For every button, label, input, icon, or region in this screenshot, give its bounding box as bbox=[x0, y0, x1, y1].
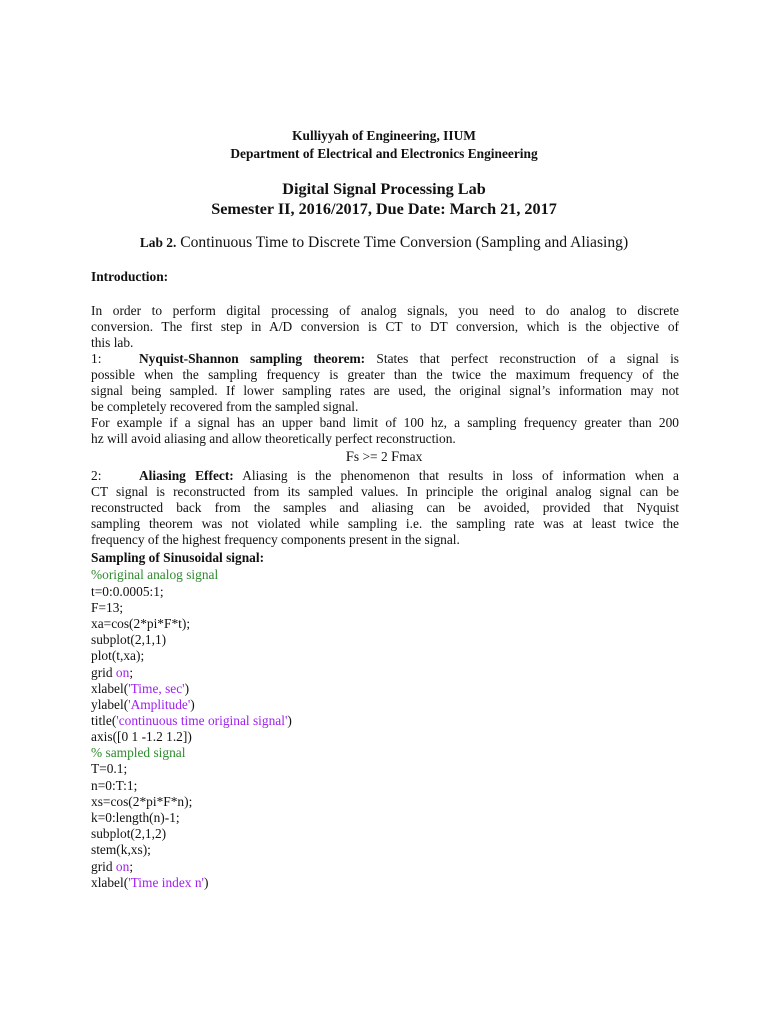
code-line: subplot(2,1,2) bbox=[91, 826, 167, 841]
aliasing-line: sampling theorem was not violated while sampling i.e. the sampling rate was at least twice the bbox=[91, 516, 679, 531]
nyquist-text: States that perfect reconstruction of a signal is bbox=[376, 351, 680, 366]
item-number: 2: bbox=[91, 468, 102, 483]
semester-due-date: Semester II, 2016/2017, Due Date: March 21, 2017 bbox=[211, 200, 557, 218]
code-line: k=0:length(n)-1; bbox=[91, 810, 180, 825]
nyquist-paragraph-start bbox=[91, 351, 679, 367]
example-line: For example if a signal has an upper band limit of 100 hz, a sampling frequency greater than 200 bbox=[91, 415, 679, 430]
code-line: ylabel('Amplitude') bbox=[91, 697, 195, 712]
code-line: xlabel('Time, sec') bbox=[91, 681, 190, 696]
code-line: stem(k,xs); bbox=[91, 842, 151, 857]
nyquist-title: Nyquist-Shannon sampling theorem: bbox=[139, 351, 366, 366]
code-line: axis([0 1 -1.2 1.2]) bbox=[91, 729, 192, 744]
introduction-heading: Introduction: bbox=[91, 269, 169, 284]
lab-title bbox=[0, 234, 768, 252]
code-line: xlabel('Time index n') bbox=[91, 875, 209, 890]
institution-name: Kulliyyah of Engineering, IIUM bbox=[292, 128, 476, 143]
code-comment: % sampled signal bbox=[91, 745, 186, 760]
nyquist-formula: Fs >= 2 Fmax bbox=[345, 449, 423, 465]
intro-line: In order to perform digital processing of analog signals, you need to do analog to discrete bbox=[91, 303, 679, 318]
nyquist-line: signal being sampled. If lower sampling rates are used, the original signal’s information may not bbox=[91, 383, 679, 398]
code-line: grid on; bbox=[91, 859, 134, 874]
aliasing-text: Aliasing is the phenomenon that results in loss of information when a bbox=[242, 468, 680, 483]
code-line: plot(t,xa); bbox=[91, 648, 145, 663]
example-line: hz will avoid aliasing and allow theoretically perfect reconstruction. bbox=[91, 431, 456, 446]
code-line: xa=cos(2*pi*F*t); bbox=[91, 616, 191, 631]
code-line: xs=cos(2*pi*F*n); bbox=[91, 794, 193, 809]
nyquist-line: be completely recovered from the sampled signal. bbox=[91, 399, 359, 414]
code-line: F=13; bbox=[91, 600, 124, 615]
code-comment: %original analog signal bbox=[91, 567, 219, 582]
item-number: 1: bbox=[91, 351, 102, 366]
aliasing-line: reconstructed back from the samples and aliasing can be avoided, provided that Nyquist bbox=[91, 500, 679, 515]
sampling-heading: Sampling of Sinusoidal signal: bbox=[91, 550, 265, 565]
course-title: Digital Signal Processing Lab bbox=[282, 180, 486, 198]
lab-number: Lab 2. bbox=[139, 235, 177, 250]
department-name: Department of Electrical and Electronics Engineering bbox=[230, 146, 538, 161]
nyquist-line: possible when the sampling frequency is greater than the twice the maximum frequency of the bbox=[91, 367, 679, 382]
aliasing-title: Aliasing Effect: bbox=[139, 468, 234, 483]
intro-line: this lab. bbox=[91, 335, 134, 350]
code-line: t=0:0.0005:1; bbox=[91, 584, 164, 599]
code-line: subplot(2,1,1) bbox=[91, 632, 167, 647]
code-line: T=0.1; bbox=[91, 761, 128, 776]
code-line: n=0:T:1; bbox=[91, 778, 138, 793]
aliasing-line: CT signal is reconstructed from its sampled values. In principle the original analog signal can be bbox=[91, 484, 679, 499]
code-line: grid on; bbox=[91, 665, 134, 680]
intro-line: conversion. The first step in A/D conversion is CT to DT conversion, which is the objective of bbox=[91, 319, 679, 334]
code-line: title('continuous time original signal') bbox=[91, 713, 292, 728]
aliasing-line: frequency of the highest frequency components present in the signal. bbox=[91, 532, 460, 547]
aliasing-paragraph-start bbox=[91, 468, 679, 484]
lab-title-text: Continuous Time to Discrete Time Conversion (Sampling and Aliasing) bbox=[180, 234, 629, 251]
